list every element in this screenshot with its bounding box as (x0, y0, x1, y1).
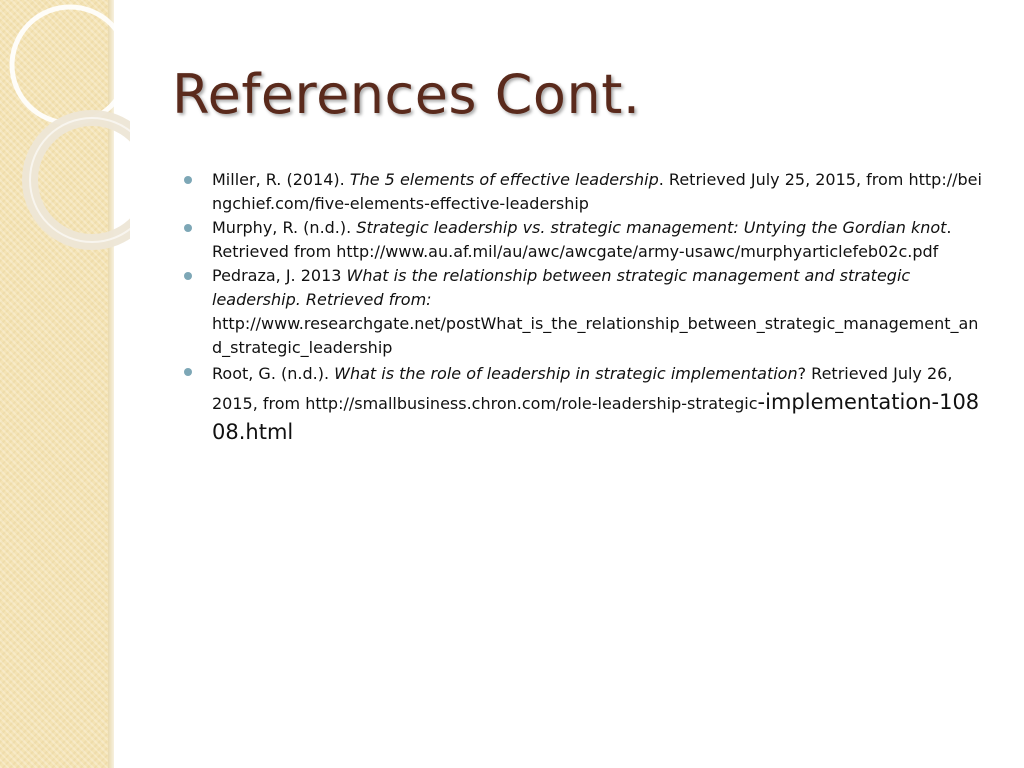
bullet-icon (184, 224, 192, 232)
reference-retrieval: . Retrieved July 25, 2015, from (658, 170, 909, 189)
reference-title: Strategic leadership vs. strategic management: Untying the Gordian knot (356, 218, 947, 237)
reference-list (184, 168, 984, 448)
bullet-icon (184, 176, 192, 184)
reference-title: What is the role of leadership in strategic implementation (334, 364, 798, 383)
reference-url-end[interactable]: -implementation-10808.html (212, 390, 980, 444)
list-item (184, 216, 984, 264)
list-item (184, 264, 984, 360)
reference-title: What is the relationship between strategic management and strategic leadership. Retrieved from: (212, 266, 911, 309)
list-item (184, 168, 984, 216)
reference-retrieval: . Retrieved from (212, 218, 952, 261)
reference-url[interactable]: http://www.researchgate.net/postWhat_is_the_relationship_between_strategic_management_and_strategic_leadership (212, 314, 979, 357)
reference-url[interactable]: http://beingchief.com/five-elements-effective-leadership (212, 170, 982, 213)
reference-retrieval: ? Retrieved July 26, 2015, from (212, 364, 953, 413)
reference-author: Miller, R. (2014). (212, 170, 350, 189)
reference-title: The 5 elements of effective leadership (349, 170, 659, 189)
list-item (184, 360, 984, 448)
page-title: References Cont. (172, 63, 641, 126)
reference-author: Pedraza, J. 2013 (212, 266, 347, 285)
bullet-icon (184, 272, 192, 280)
reference-url[interactable]: http://www.au.af.mil/au/awc/awcgate/army-usawc/murphyarticlefeb02c.pdf (336, 242, 939, 261)
reference-author: Root, G. (n.d.). (212, 364, 335, 383)
decorative-circles (0, 0, 130, 300)
reference-url[interactable]: http://smallbusiness.chron.com/role-leadership-strategic (305, 394, 758, 413)
bullet-icon (184, 368, 192, 376)
reference-author: Murphy, R. (n.d.). (212, 218, 357, 237)
